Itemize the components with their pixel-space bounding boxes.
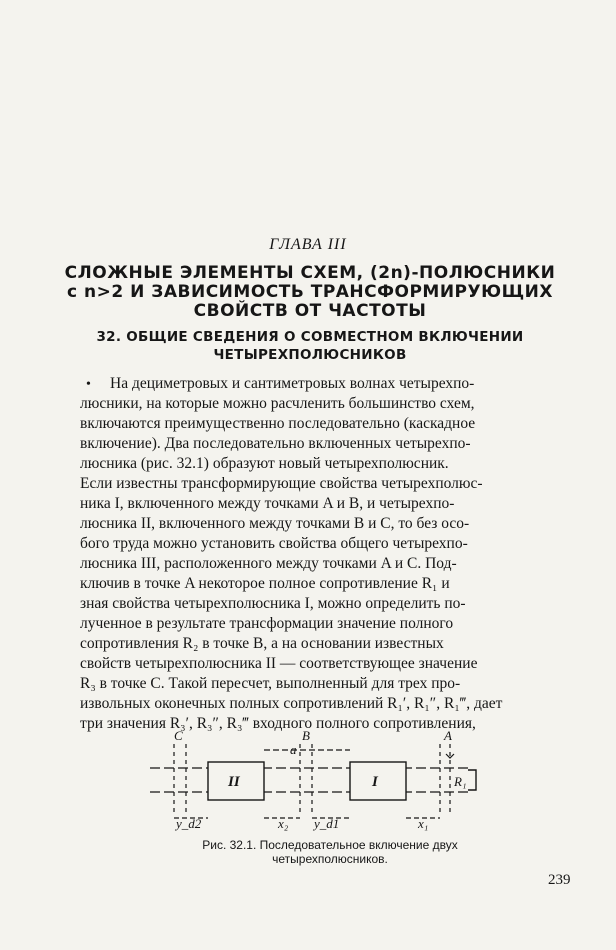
label-yd2: y_d2 bbox=[176, 816, 202, 831]
block-I bbox=[350, 762, 406, 800]
margin-mark: • bbox=[86, 377, 91, 392]
paragraph-line: люсника (рис. 32.1) образуют новый четырехполюсник. bbox=[80, 455, 449, 472]
label-I: I bbox=[372, 774, 378, 790]
paragraph-line: зная свойства четырехполюсника I, можно определить по- bbox=[80, 595, 466, 612]
chapter-title bbox=[60, 264, 560, 321]
chapter-title-line-2: с n>2 И ЗАВИСИМОСТЬ ТРАНСФОРМИРУЮЩИХ bbox=[67, 282, 553, 302]
paragraph-line: сопротивления R₂ в точке B, а на основании известных bbox=[80, 635, 444, 652]
figure-32-1 bbox=[150, 728, 510, 836]
paragraph-line: бого труда можно установить свойства общего четырехпо- bbox=[80, 535, 468, 552]
label-R1: R₁ bbox=[454, 774, 467, 789]
label-yd1: y_d1 bbox=[314, 816, 340, 831]
paragraph-line: извольных оконечных полных сопротивлений R₁′, R₁″, R₁‴, дает bbox=[80, 695, 503, 712]
section-title-line-2: ЧЕТЫРЕХПОЛЮСНИКОВ bbox=[213, 347, 407, 363]
figure-caption bbox=[150, 838, 510, 866]
paragraph-line: ключив в точке A некоторое полное сопротивление R₁ и bbox=[80, 575, 450, 592]
section-title-line-1: 32. ОБЩИЕ СВЕДЕНИЯ О СОВМЕСТНОМ ВКЛЮЧЕНИИ bbox=[96, 329, 524, 345]
page-number: 239 bbox=[548, 872, 571, 888]
chapter-title-line-3: СВОЙСТВ ОТ ЧАСТОТЫ bbox=[193, 301, 427, 321]
section-title bbox=[90, 328, 530, 364]
chapter-label: ГЛАВА III bbox=[269, 236, 347, 253]
cascade-diagram bbox=[150, 728, 510, 836]
label-A: A bbox=[444, 728, 452, 743]
paragraph-line: свойств четырехполюсника II — соответствующее значение bbox=[80, 655, 478, 672]
paragraph-line: включаются преимущественно последовательно (каскадное bbox=[80, 415, 476, 432]
paragraph-line: включение). Два последовательно включенных четырехпо- bbox=[80, 435, 471, 452]
paragraph-line: люсника III, расположенного между точками A и C. Под- bbox=[80, 555, 457, 572]
paragraph-line: лученное в результате трансформации значение полного bbox=[80, 615, 454, 632]
chapter-title-line-1: СЛОЖНЫЕ ЭЛЕМЕНТЫ СХЕМ, (2n)-ПОЛЮСНИКИ bbox=[64, 263, 556, 283]
label-B: B bbox=[302, 728, 310, 743]
paragraph-line: ника I, включенного между точками A и B, и четырехпо- bbox=[80, 495, 455, 512]
caption-line-2: четырехполюсников. bbox=[272, 852, 388, 866]
label-II: II bbox=[228, 774, 240, 790]
label-a: a bbox=[290, 742, 297, 757]
paragraph-line: На дециметровых и сантиметровых волнах четырехпо- bbox=[110, 375, 475, 392]
paragraph-line: R₃ в точке C. Такой пересчет, выполненный для трех про- bbox=[80, 675, 461, 692]
label-C: C bbox=[174, 728, 183, 743]
paragraph-line: люсники, на которые можно расчленить большинство схем, bbox=[80, 395, 475, 412]
label-x1: x₁ bbox=[418, 816, 429, 831]
label-x2: x₂ bbox=[278, 816, 289, 831]
caption-line-1: Рис. 32.1. Последовательное включение двух bbox=[202, 838, 458, 852]
paragraph-line: Если известны трансформирующие свойства четырехполюс- bbox=[80, 475, 483, 492]
paragraph-line: три значения R₃′, R₃″, R₃‴ входного полного сопротивления, bbox=[80, 715, 476, 732]
paragraph-line: люсника II, включенного между точками B и C, то без осо- bbox=[80, 515, 470, 532]
